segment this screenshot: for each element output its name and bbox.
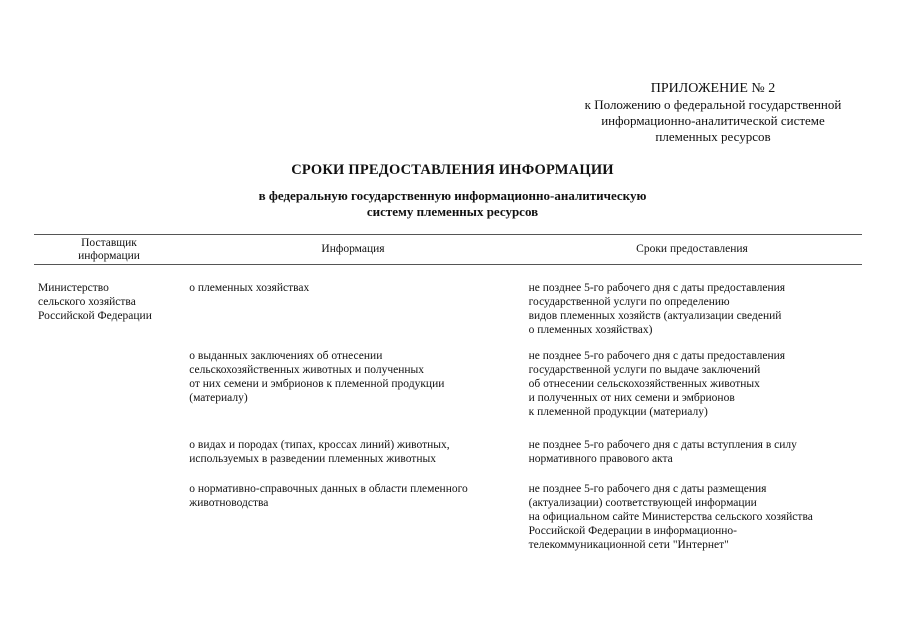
header-information: Информация <box>321 243 385 255</box>
subtitle-line: в федеральную государственную информационно-аналитическую <box>258 188 647 203</box>
subtitle-line: систему племенных ресурсов <box>366 204 539 219</box>
table-header-row <box>34 235 862 264</box>
table-row <box>34 438 862 482</box>
cell-deadline: не позднее 5-го рабочего дня с даты предоставления государственной услуги по выдаче заключений об отнесении сельскохозяйственных животных и полученных от них семени и эмбрионов к племенной продукции (материалу) <box>528 350 786 418</box>
cell-information: о выданных заключениях об отнесении сельскохозяйственных животных и полученных от них семени и эмбрионов к племенной продукции (материалу) <box>189 350 445 404</box>
deadlines-table <box>34 234 862 558</box>
cell-supplier <box>34 438 189 482</box>
cell-deadline: не позднее 5-го рабочего дня с даты размещения (актуализации) соответствующей информации на официальном сайте Министерства сельского хозяйства Российской Федерации в информационно- телекоммуникационной сети "Интернет" <box>528 483 813 551</box>
appendix-title: ПРИЛОЖЕНИЕ № 2 <box>650 81 776 96</box>
appendix-block <box>548 80 878 145</box>
document-title: СРОКИ ПРЕДОСТАВЛЕНИЯ ИНФОРМАЦИИ <box>291 162 614 178</box>
appendix-line: информационно-аналитической системе <box>601 113 825 128</box>
cell-information: о видах и породах (типах, кроссах линий) животных, используемых в разведении племенных животных <box>189 439 450 465</box>
cell-supplier: Министерство сельского хозяйства Российской Федерации <box>38 282 152 322</box>
appendix-line: к Положению о федеральной государственной <box>584 97 842 112</box>
cell-deadline: не позднее 5-го рабочего дня с даты вступления в силу нормативного правового акта <box>528 439 797 465</box>
cell-supplier <box>34 349 189 438</box>
table-row <box>34 349 862 438</box>
document-subtitle <box>0 188 905 220</box>
cell-deadline: не позднее 5-го рабочего дня с даты предоставления государственной услуги по определению видов племенных хозяйств (актуализации сведений о племенных хозяйствах) <box>528 282 786 336</box>
table-row <box>34 281 862 349</box>
table-body <box>34 265 862 558</box>
appendix-line: племенных ресурсов <box>655 129 771 144</box>
table-row <box>34 482 862 558</box>
header-supplier: Поставщик информации <box>78 236 140 262</box>
header-deadline: Сроки предоставления <box>636 243 748 255</box>
cell-information: о нормативно-справочных данных в области племенного животноводства <box>189 483 468 509</box>
cell-supplier <box>34 482 189 558</box>
cell-information: о племенных хозяйствах <box>189 282 310 294</box>
